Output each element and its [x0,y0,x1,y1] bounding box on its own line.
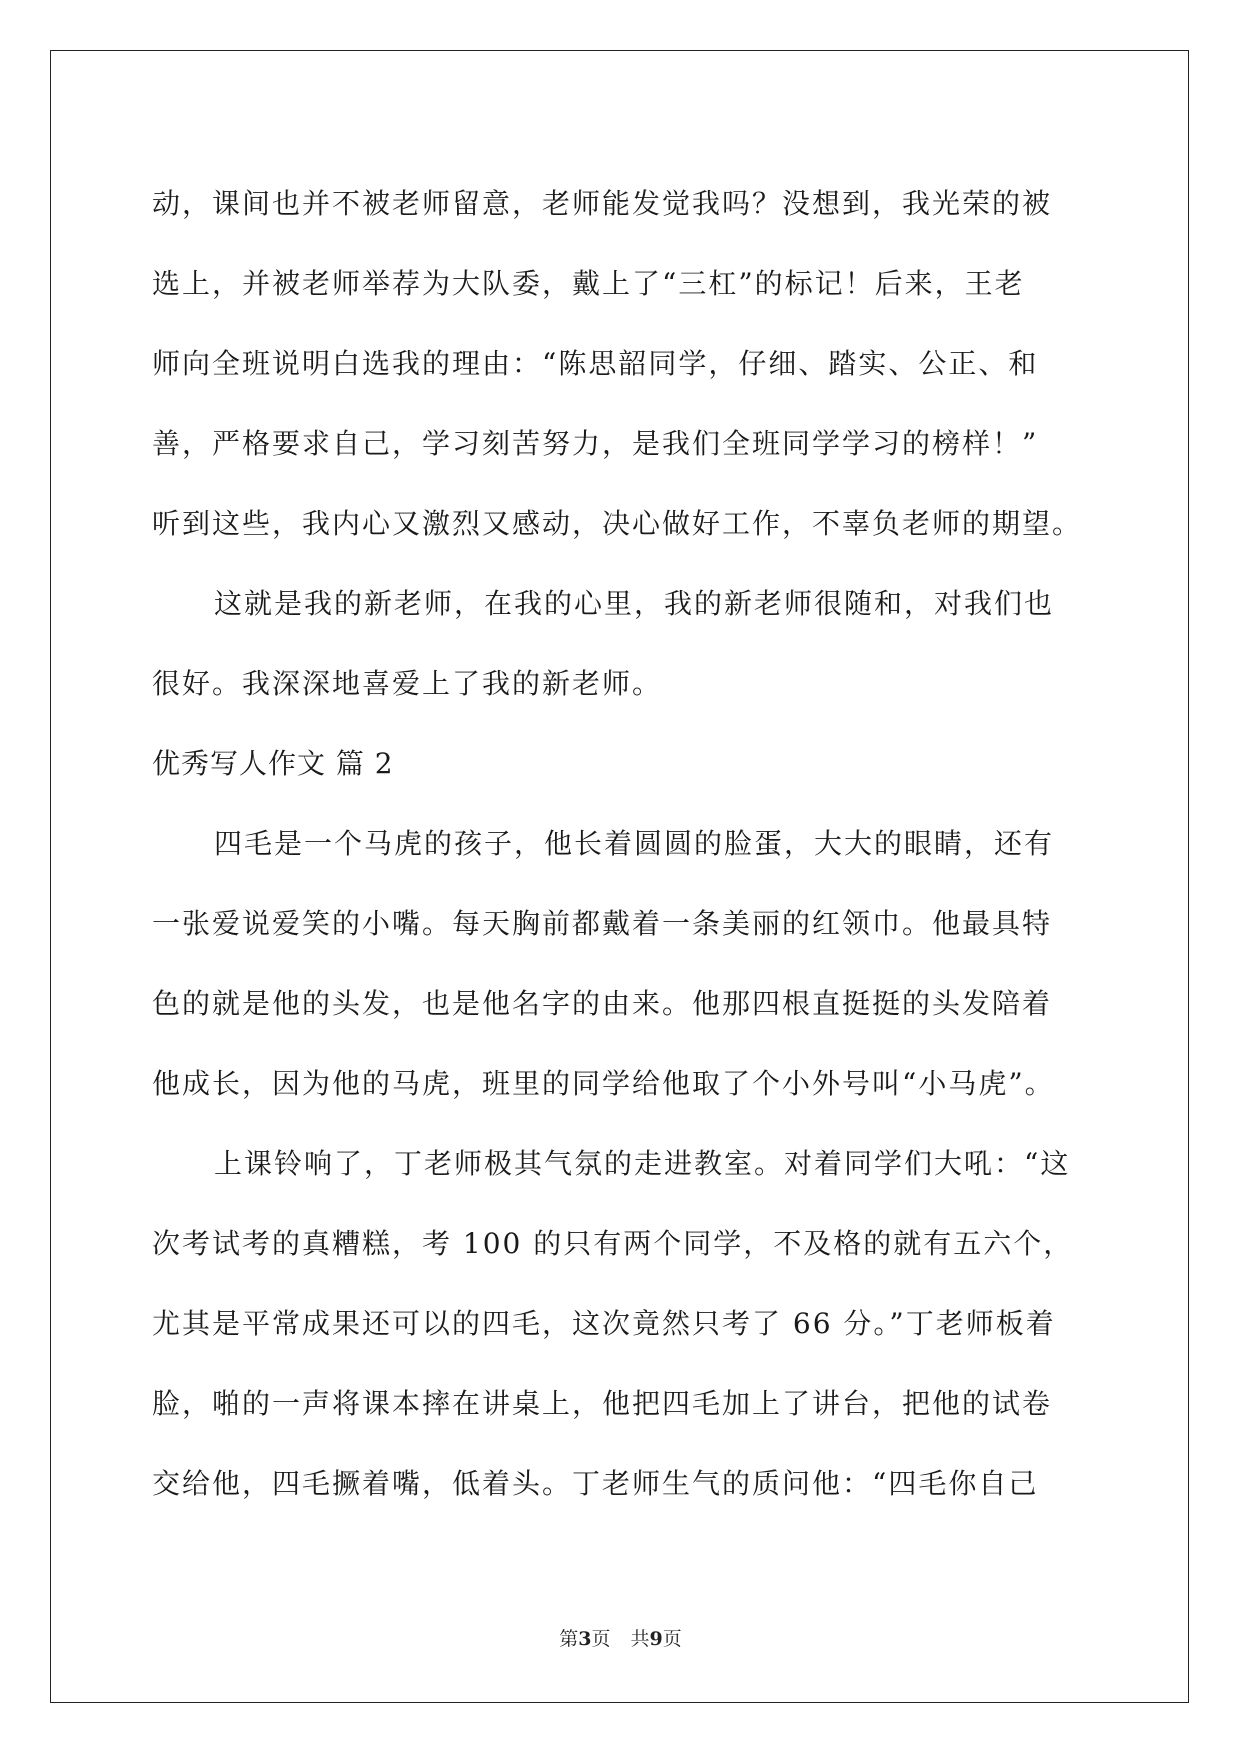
paragraph-line: 师向全班说明白选我的理由：“陈思韶同学，仔细、踏实、公正、和 [152,347,1039,380]
paragraph-line: 很好。我深深地喜爱上了我的新老师。 [152,667,663,700]
paragraph-line: 一张爱说爱笑的小嘴。每天胸前都戴着一条美丽的红领巾。他最具特 [152,907,1053,940]
footer-total-suffix: 页 [662,1628,682,1650]
paragraph-line: 四毛是一个马虎的孩子，他长着圆圆的脸蛋，大大的眼睛，还有 [214,827,1055,860]
paragraph-line: 脸，啪的一声将课本摔在讲桌上，他把四毛加上了讲台，把他的试卷 [152,1387,1053,1420]
paragraph-line: 听到这些，我内心又激烈又感动，决心做好工作，不辜负老师的期望。 [152,507,1083,540]
current-page-number: 3 [578,1628,592,1650]
footer-prefix: 第 [559,1628,579,1650]
paragraph-line: 选上，并被老师举荐为大队委，戴上了“三杠”的标记！后来，王老 [152,267,1025,300]
paragraph-line: 色的就是他的头发，也是他名字的由来。他那四根直挺挺的头发陪着 [152,987,1053,1020]
total-page-number: 9 [649,1628,663,1650]
document-body [152,164,1092,1524]
paragraph-line: 尤其是平常成果还可以的四毛，这次竟然只考了 66 分。”丁老师板着 [152,1307,1056,1340]
paragraph-line: 善，严格要求自己，学习刻苦努力，是我们全班同学学习的榜样！” [152,427,1039,460]
paragraph-line: 这就是我的新老师，在我的心里，我的新老师很随和，对我们也 [214,587,1055,620]
footer-page-word: 页 [591,1628,611,1650]
paragraph-line: 动，课间也并不被老师留意，老师能发觉我吗？没想到，我光荣的被 [152,187,1053,220]
footer-total-prefix: 共 [630,1628,650,1650]
paragraph-line: 他成长，因为他的马虎，班里的同学给他取了个小外号叫“小马虎”。 [152,1067,1055,1100]
paragraph-line: 上课铃响了，丁老师极其气氛的走进教室。对着同学们大吼：“这 [214,1147,1071,1180]
page-footer [0,1624,1241,1651]
paragraph-line: 交给他，四毛撅着嘴，低着头。丁老师生气的质问他：“四毛你自己 [152,1467,1039,1500]
section-heading: 优秀写人作文 篇 2 [152,747,394,780]
paragraph-line: 次考试考的真糟糕，考 100 的只有两个同学，不及格的就有五六个， [152,1227,1074,1260]
